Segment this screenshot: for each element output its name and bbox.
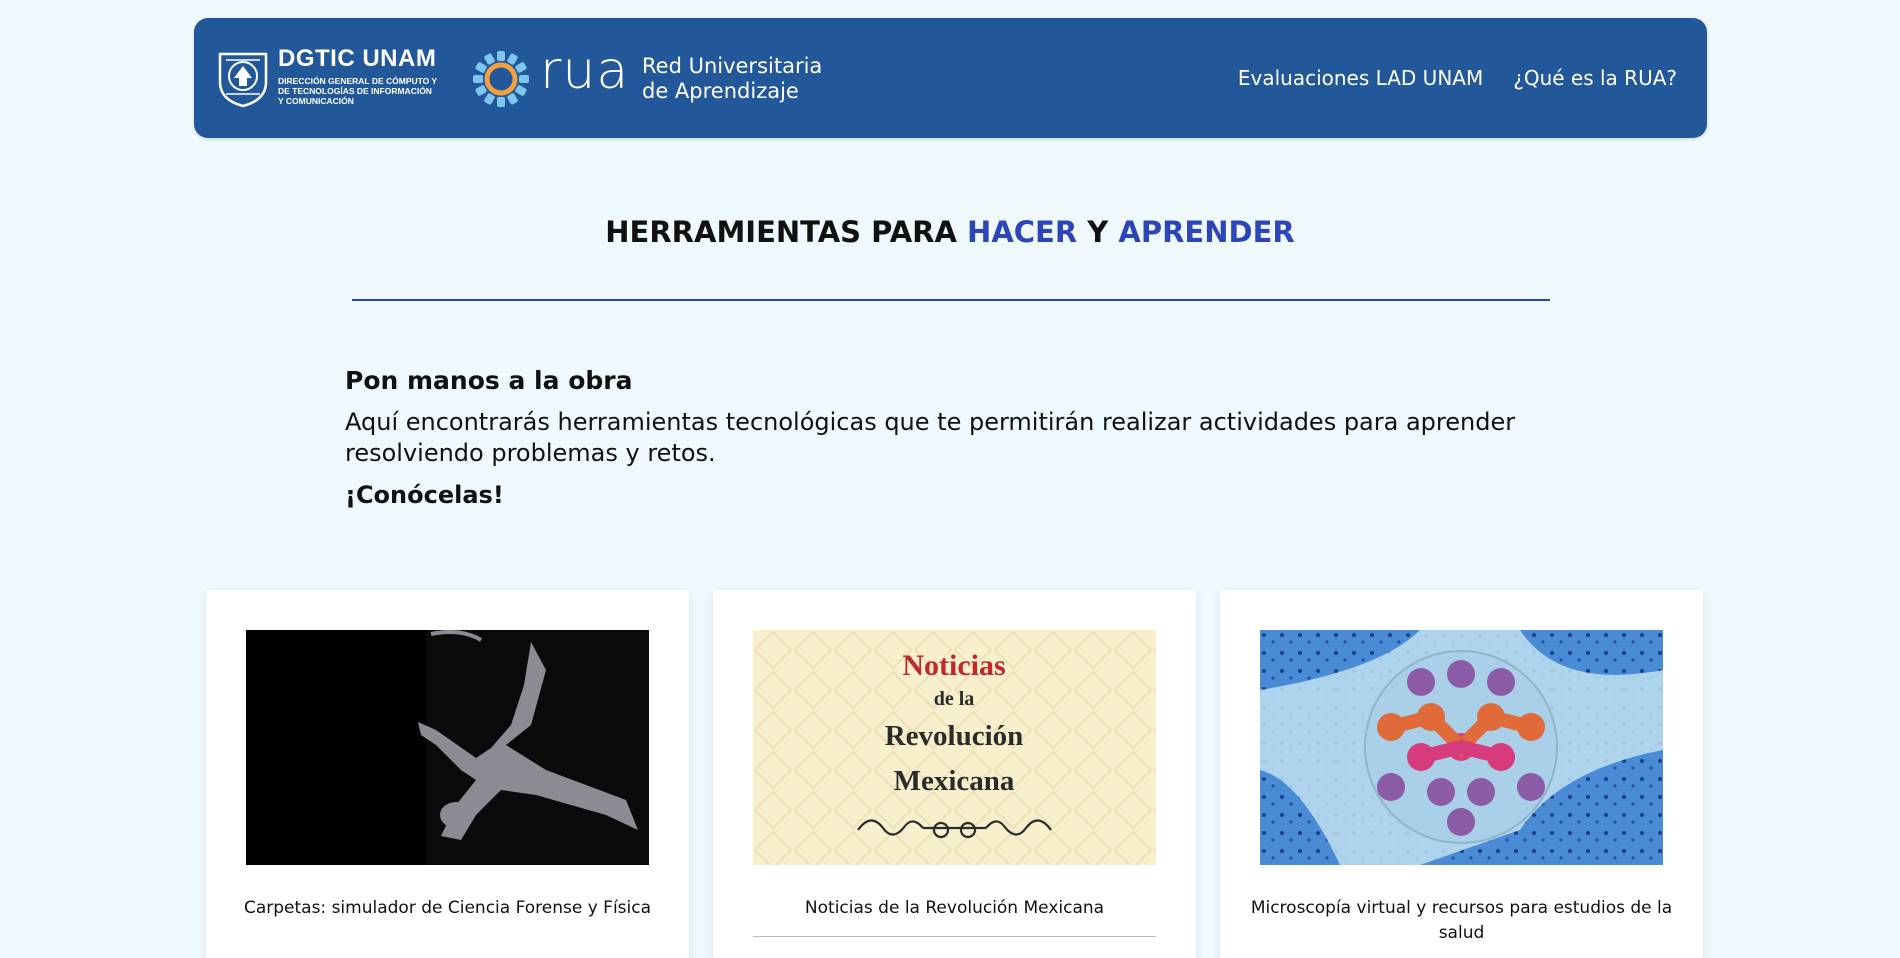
noticias-line2: de la (933, 688, 975, 710)
intro-block (345, 366, 1525, 509)
main-nav (1238, 18, 1677, 138)
intro-body: Aquí encontrarás herramientas tecnológicas que te permitirán realizar actividades para aprender resolviendo problemas y retos. (345, 408, 1516, 467)
intro-cta: ¡Conócelas! (345, 481, 504, 509)
title-highlight-hacer: HACER (967, 215, 1078, 249)
noticias-line3: Revolución (884, 720, 1024, 752)
title-prefix: HERRAMIENTAS PARA (605, 215, 968, 249)
dgtic-brand[interactable] (278, 46, 438, 106)
title-mid: Y (1077, 215, 1119, 249)
revolucion-title-image[interactable] (753, 630, 1156, 865)
rua-snowflake-icon[interactable] (470, 48, 532, 110)
microscopy-emblem-image[interactable] (1260, 630, 1663, 865)
card-title[interactable]: Carpetas: simulador de Ciencia Forense y Física (243, 898, 652, 918)
tool-card-noticias[interactable] (713, 590, 1196, 958)
card-title[interactable]: Noticias de la Revolución Mexicana (804, 898, 1105, 918)
section-divider (352, 299, 1550, 301)
noticias-line1: Noticias (902, 649, 1006, 682)
dgtic-title: DGTIC UNAM (278, 45, 437, 72)
rua-caption-line1: Red Universitaria (642, 54, 823, 78)
nav-evaluaciones-lad[interactable]: Evaluaciones LAD UNAM (1237, 66, 1484, 90)
card-divider (753, 936, 1156, 937)
section-title (0, 215, 1900, 249)
dgtic-subtitle: DIRECCIÓN GENERAL DE CÓMPUTO Y DE TECNOLOGÍAS DE INFORMACIÓN Y COMUNICACIÓN (278, 76, 438, 106)
card-title[interactable]: Microscopía virtual y recursos para estudios de la salud (1250, 898, 1673, 943)
tool-card-microscopia[interactable] (1220, 590, 1703, 958)
noticias-line4: Mexicana (893, 765, 1015, 797)
intro-heading: Pon manos a la obra (345, 366, 633, 395)
nav-que-es-rua[interactable]: ¿Qué es la RUA? (1513, 66, 1677, 90)
rua-wordmark[interactable]: rua (540, 41, 630, 101)
tool-card-carpetas[interactable] (206, 590, 689, 958)
rua-caption (642, 54, 822, 104)
tools-card-grid (206, 590, 1706, 958)
title-highlight-aprender: APRENDER (1118, 215, 1295, 249)
forensic-silhouette-image[interactable] (246, 630, 649, 865)
site-header (194, 18, 1707, 138)
unam-shield-logo[interactable] (214, 48, 272, 108)
rua-caption-line2: de Aprendizaje (642, 79, 799, 103)
